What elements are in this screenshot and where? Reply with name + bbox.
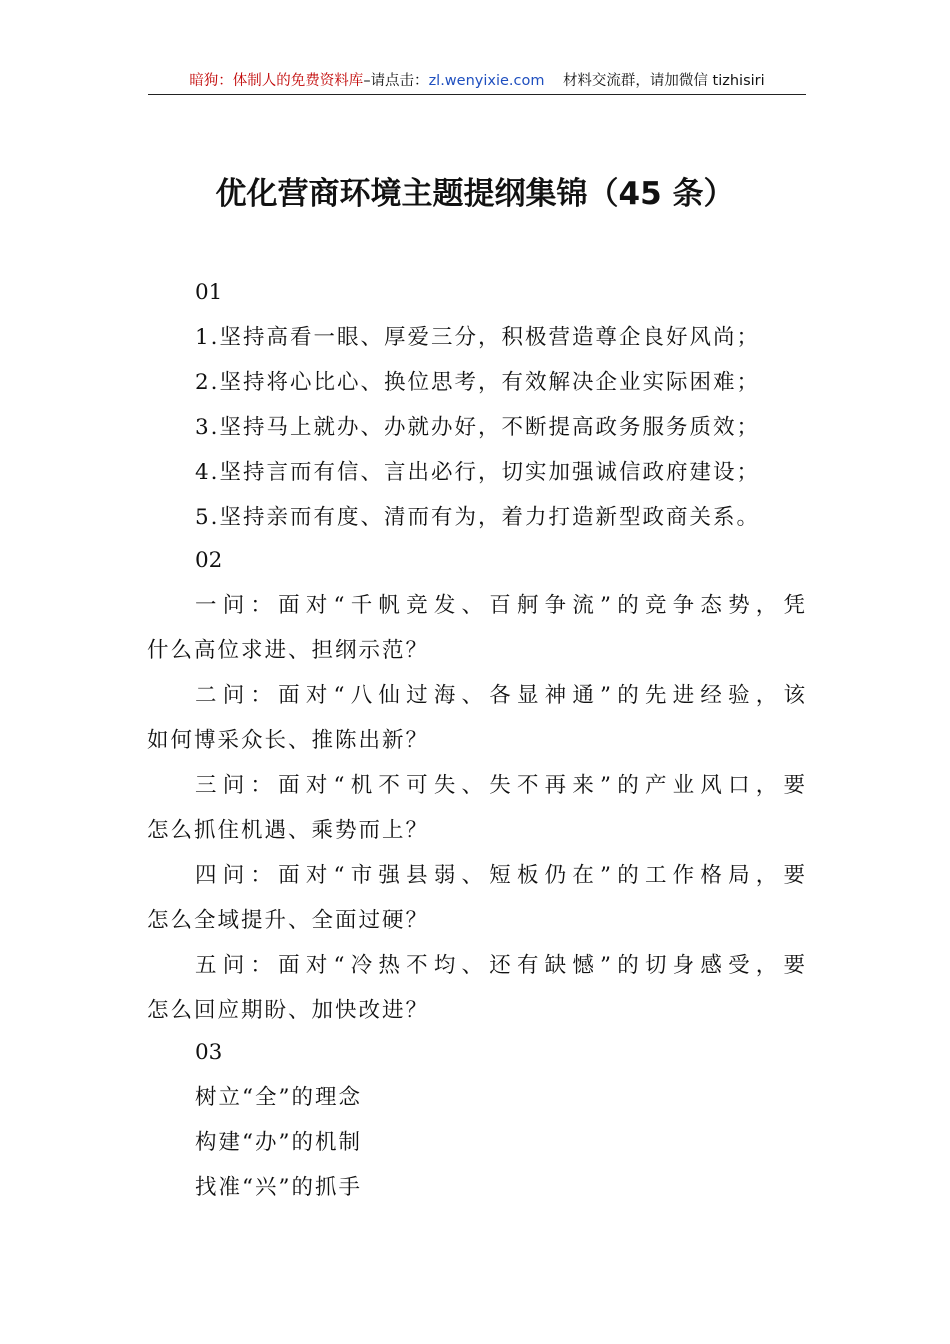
- header-url-link[interactable]: zl.wenyixie.com: [428, 73, 545, 89]
- list-item: 4.坚持言而有信、言出必行，切实加强诚信政府建设；: [195, 460, 761, 485]
- list-item: 5.坚持亲而有度、清而有为，着力打造新型政商关系。: [195, 505, 761, 530]
- section-label-02: 02: [195, 548, 223, 573]
- list-item: 构建“办”的机制: [195, 1130, 362, 1155]
- question-line: [195, 949, 805, 983]
- header-brand: 暗狗：体制人的免费资料库: [189, 73, 364, 89]
- question-line: [195, 769, 805, 803]
- question-line-continued: 如何博采众长、推陈出新？: [147, 728, 430, 753]
- list-item: 3.坚持马上就办、办就办好，不断提高政务服务质效；: [195, 415, 761, 440]
- question-line: [195, 589, 805, 623]
- question-text: 二问：面对“八仙过海、各显神通”的先进经验，该: [195, 683, 805, 708]
- list-item: 树立“全”的理念: [195, 1085, 362, 1110]
- list-item: 1.坚持高看一眼、厚爱三分，积极营造尊企良好风尚；: [195, 325, 761, 350]
- question-line: [195, 859, 805, 893]
- section-label-03: 03: [195, 1040, 223, 1065]
- question-line-continued: 怎么抓住机遇、乘势而上？: [147, 818, 430, 843]
- header-wechat-note: 材料交流群，请加微信 tizhisiri: [562, 73, 765, 89]
- header-click-prompt: –请点击：: [363, 73, 429, 89]
- question-line-continued: 怎么全域提升、全面过硬？: [147, 908, 430, 933]
- list-item: 2.坚持将心比心、换位思考，有效解决企业实际困难；: [195, 370, 761, 395]
- section-label-01: 01: [195, 280, 223, 305]
- question-text: 一问：面对“千帆竞发、百舸争流”的竞争态势，凭: [195, 593, 805, 618]
- question-text: 四问：面对“市强县弱、短板仍在”的工作格局，要: [195, 863, 805, 888]
- question-line-continued: 怎么回应期盼、加快改进？: [147, 998, 430, 1023]
- question-text: 五问：面对“冷热不均、还有缺憾”的切身感受，要: [195, 953, 805, 978]
- question-text: 三问：面对“机不可失、失不再来”的产业风口，要: [195, 773, 805, 798]
- page-header: [148, 70, 806, 95]
- question-line-continued: 什么高位求进、担纲示范？: [147, 638, 430, 663]
- question-line: [195, 679, 805, 713]
- document-title: 优化营商环境主题提纲集锦（45 条）: [215, 176, 735, 212]
- list-item: 找准“兴”的抓手: [195, 1175, 362, 1200]
